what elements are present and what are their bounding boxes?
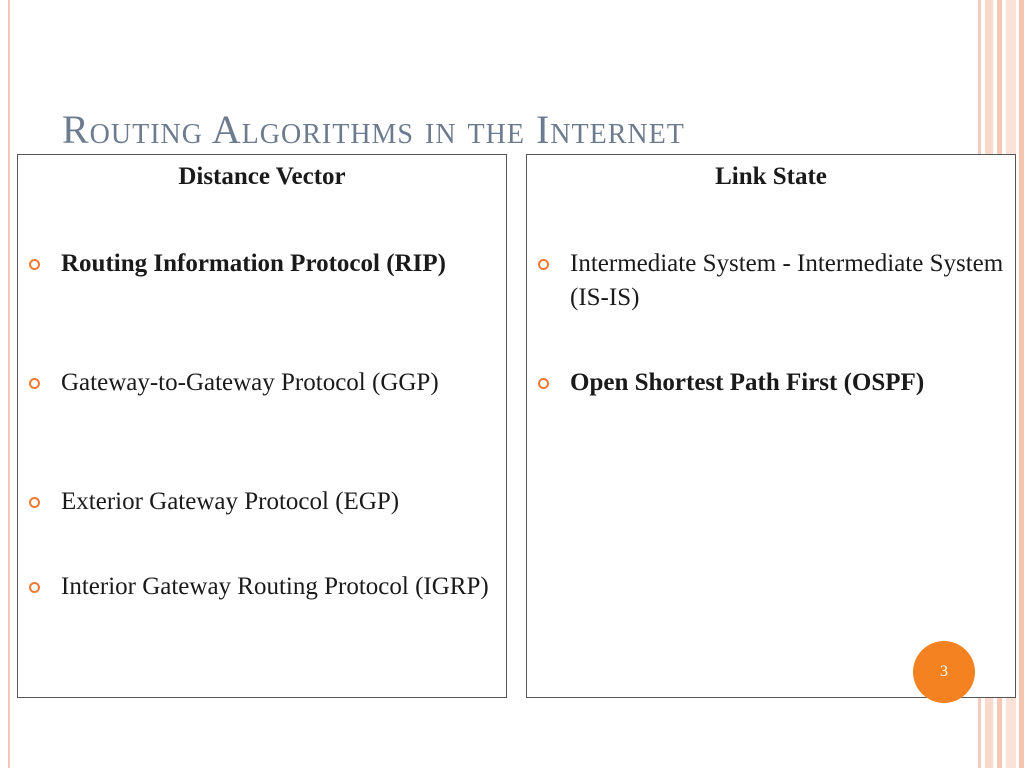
distance-vector-panel xyxy=(17,154,507,698)
list-item-text: Open Shortest Path First (OSPF) xyxy=(570,369,925,396)
list-item-text: Routing Information Protocol (RIP) xyxy=(61,250,446,277)
bullet-icon xyxy=(29,378,40,389)
bullet-icon xyxy=(538,259,549,270)
left-decorative-line xyxy=(8,0,10,768)
page-number-badge: 3 xyxy=(913,641,975,703)
list-item-text: Exterior Gateway Protocol (EGP) xyxy=(61,488,400,515)
slide-title: Routing Algorithms in the Internet xyxy=(62,107,685,152)
panel-heading: Link State xyxy=(715,163,827,190)
link-state-panel xyxy=(526,154,1016,698)
panel-heading: Distance Vector xyxy=(178,163,346,190)
list-item-text: Gateway-to-Gateway Protocol (GGP) xyxy=(61,369,439,396)
list-item-text: Intermediate System - Intermediate System (IS-IS) xyxy=(570,250,1004,311)
right-stripe-5 xyxy=(1019,0,1024,768)
bullet-icon xyxy=(29,582,40,593)
bullet-icon xyxy=(29,259,40,270)
list-item-text: Interior Gateway Routing Protocol (IGRP) xyxy=(61,573,489,600)
bullet-icon xyxy=(29,497,40,508)
bullet-icon xyxy=(538,378,549,389)
